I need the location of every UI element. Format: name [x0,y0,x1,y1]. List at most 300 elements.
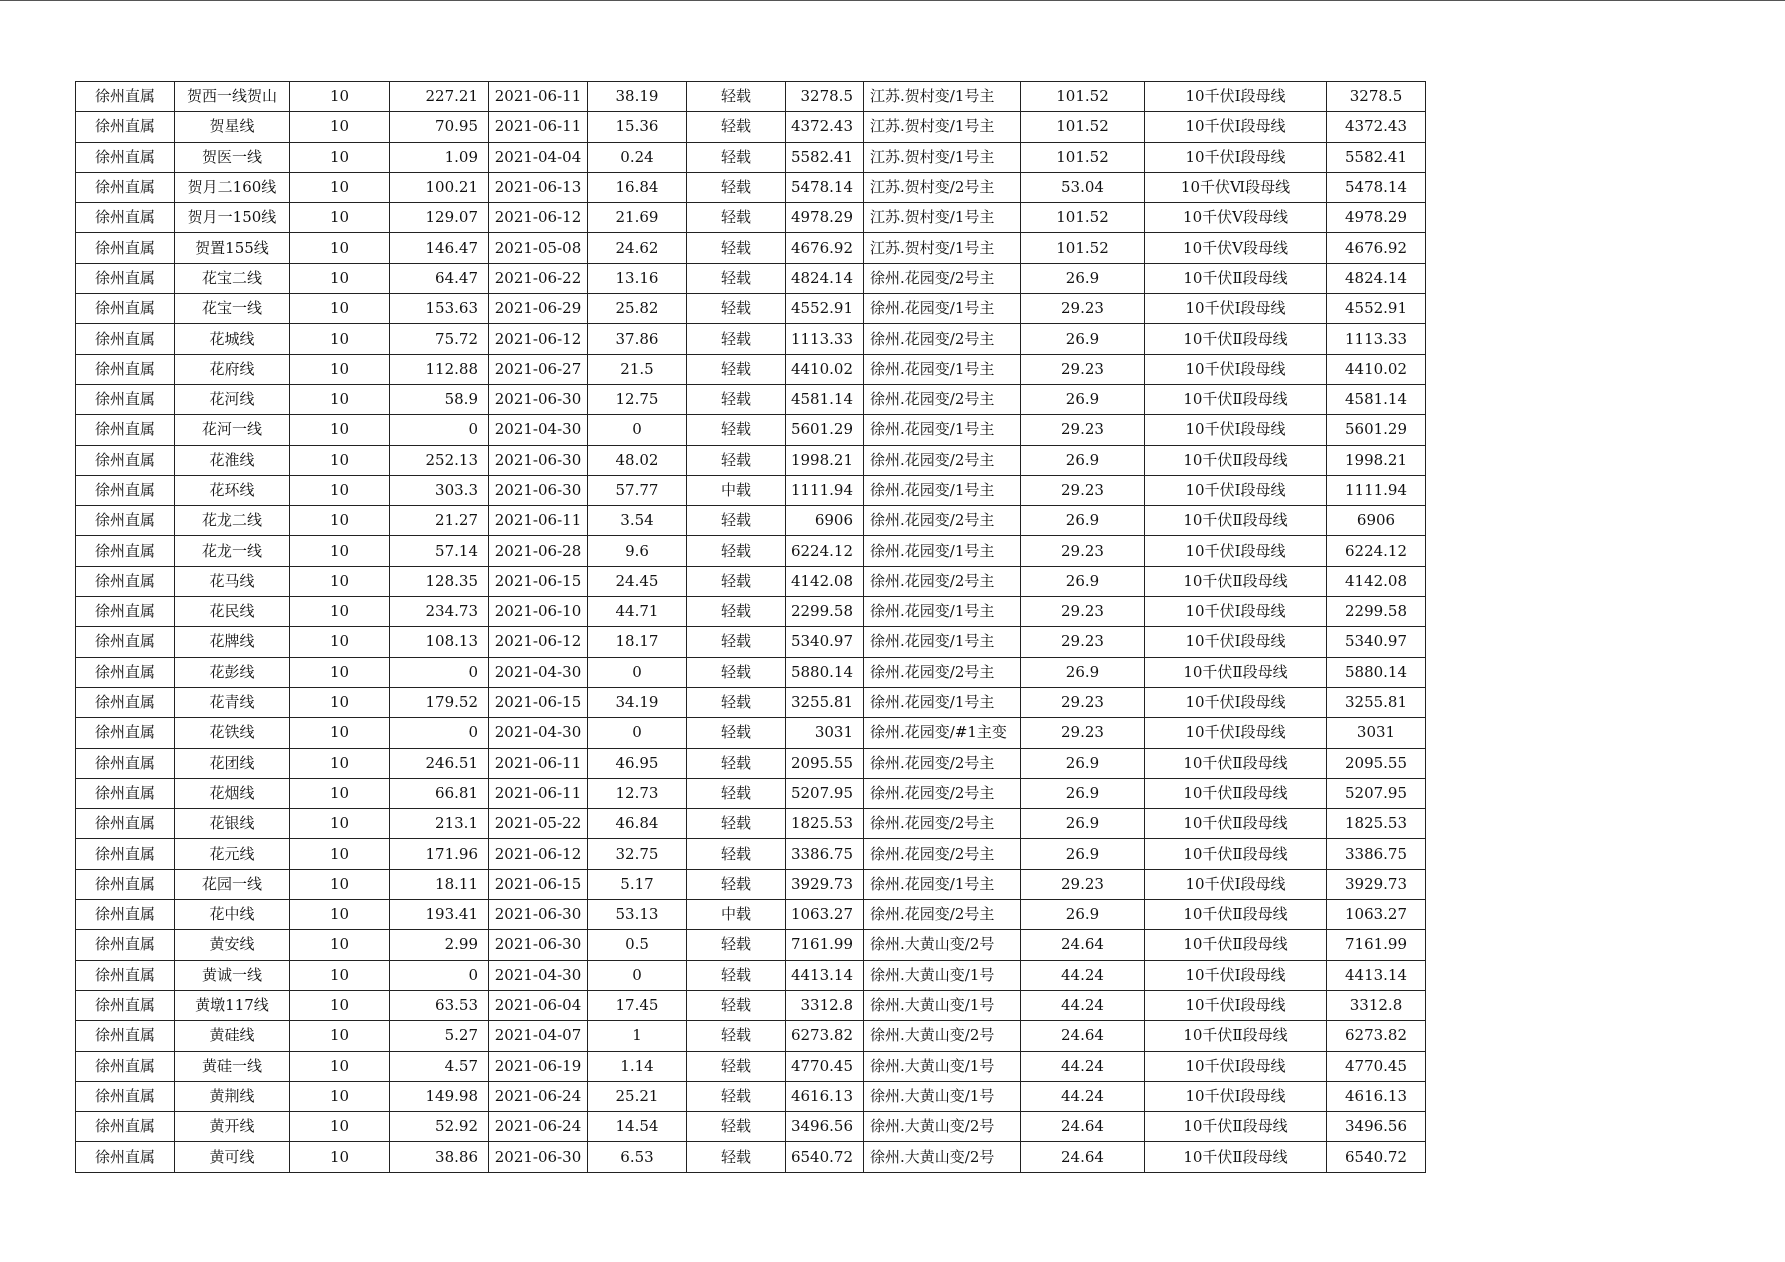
cell-bus: 10千伏Ⅰ段母线 [1145,142,1327,172]
cell-capacity: 4552.91 [786,294,864,324]
cell-line-name: 花宝二线 [175,263,290,293]
table-row [76,869,1426,899]
cell-line-name: 花龙一线 [175,536,290,566]
cell-load-status: 轻载 [687,687,786,717]
cell-voltage: 10 [290,627,390,657]
cell-transformer-value: 53.04 [1021,172,1145,202]
cell-capacity-2: 1063.27 [1327,900,1426,930]
cell-line-name: 花府线 [175,354,290,384]
cell-load-status: 轻载 [687,597,786,627]
cell-line-name: 花园一线 [175,869,290,899]
cell-value: 21.27 [390,506,489,536]
cell-voltage: 10 [290,172,390,202]
cell-transformer-value: 44.24 [1021,990,1145,1020]
cell-transformer-value: 24.64 [1021,1021,1145,1051]
cell-capacity: 3496.56 [786,1112,864,1142]
cell-transformer-value: 29.23 [1021,718,1145,748]
table-row [76,960,1426,990]
cell-unit: 徐州直属 [76,536,175,566]
cell-value: 171.96 [390,839,489,869]
cell-line-name: 花城线 [175,324,290,354]
cell-transformer-value: 26.9 [1021,657,1145,687]
cell-value: 0 [390,657,489,687]
cell-substation: 徐州.花园变/2号主 [864,506,1021,536]
cell-load-status: 轻载 [687,445,786,475]
cell-capacity-2: 6906 [1327,506,1426,536]
cell-capacity-2: 4410.02 [1327,354,1426,384]
cell-unit: 徐州直属 [76,324,175,354]
cell-capacity: 1825.53 [786,809,864,839]
table-row [76,445,1426,475]
cell-load-status: 轻载 [687,839,786,869]
cell-load-status: 轻载 [687,506,786,536]
cell-voltage: 10 [290,778,390,808]
cell-date: 2021-06-11 [489,748,588,778]
cell-capacity: 4413.14 [786,960,864,990]
table-row [76,506,1426,536]
cell-capacity-2: 5340.97 [1327,627,1426,657]
cell-unit: 徐州直属 [76,597,175,627]
cell-load-rate: 25.82 [588,294,687,324]
cell-voltage: 10 [290,1142,390,1172]
cell-bus: 10千伏Ⅰ段母线 [1145,415,1327,445]
cell-unit: 徐州直属 [76,1142,175,1172]
cell-bus: 10千伏Ⅰ段母线 [1145,718,1327,748]
cell-substation: 徐州.花园变/1号主 [864,536,1021,566]
cell-transformer-value: 24.64 [1021,1112,1145,1142]
cell-line-name: 黄诚一线 [175,960,290,990]
cell-load-rate: 12.75 [588,384,687,414]
cell-substation: 徐州.大黄山变/2号 [864,1021,1021,1051]
cell-substation: 徐州.花园变/1号主 [864,597,1021,627]
cell-capacity: 2299.58 [786,597,864,627]
cell-unit: 徐州直属 [76,990,175,1020]
cell-voltage: 10 [290,566,390,596]
cell-voltage: 10 [290,657,390,687]
cell-load-rate: 0 [588,415,687,445]
cell-capacity: 3031 [786,718,864,748]
cell-load-status: 轻载 [687,778,786,808]
cell-load-rate: 46.84 [588,809,687,839]
cell-substation: 徐州.花园变/1号主 [864,475,1021,505]
cell-capacity: 5601.29 [786,415,864,445]
cell-load-rate: 21.69 [588,203,687,233]
cell-date: 2021-04-30 [489,657,588,687]
cell-capacity-2: 4978.29 [1327,203,1426,233]
cell-capacity: 2095.55 [786,748,864,778]
cell-unit: 徐州直属 [76,142,175,172]
cell-value: 0 [390,718,489,748]
cell-load-rate: 13.16 [588,263,687,293]
cell-value: 303.3 [390,475,489,505]
cell-capacity-2: 4581.14 [1327,384,1426,414]
cell-capacity: 3278.5 [786,82,864,112]
cell-unit: 徐州直属 [76,839,175,869]
table-row [76,839,1426,869]
cell-date: 2021-04-04 [489,142,588,172]
cell-date: 2021-06-12 [489,324,588,354]
cell-substation: 江苏.贺村变/1号主 [864,233,1021,263]
cell-date: 2021-06-15 [489,869,588,899]
cell-load-status: 轻载 [687,142,786,172]
cell-load-rate: 57.77 [588,475,687,505]
cell-bus: 10千伏Ⅰ段母线 [1145,597,1327,627]
cell-value: 100.21 [390,172,489,202]
cell-bus: 10千伏Ⅱ段母线 [1145,445,1327,475]
cell-date: 2021-06-22 [489,263,588,293]
cell-voltage: 10 [290,445,390,475]
cell-bus: 10千伏Ⅰ段母线 [1145,82,1327,112]
cell-transformer-value: 101.52 [1021,142,1145,172]
cell-transformer-value: 26.9 [1021,900,1145,930]
cell-load-rate: 48.02 [588,445,687,475]
cell-bus: 10千伏Ⅱ段母线 [1145,839,1327,869]
cell-unit: 徐州直属 [76,445,175,475]
cell-load-rate: 25.21 [588,1081,687,1111]
cell-substation: 徐州.大黄山变/2号 [864,930,1021,960]
cell-substation: 徐州.花园变/2号主 [864,324,1021,354]
cell-voltage: 10 [290,536,390,566]
cell-substation: 江苏.贺村变/1号主 [864,112,1021,142]
cell-capacity: 4410.02 [786,354,864,384]
cell-bus: 10千伏Ⅰ段母线 [1145,687,1327,717]
cell-unit: 徐州直属 [76,263,175,293]
cell-voltage: 10 [290,687,390,717]
cell-capacity-2: 4413.14 [1327,960,1426,990]
table-row [76,354,1426,384]
cell-load-rate: 5.17 [588,869,687,899]
cell-transformer-value: 29.23 [1021,294,1145,324]
table-row [76,718,1426,748]
cell-voltage: 10 [290,1021,390,1051]
cell-capacity-2: 4372.43 [1327,112,1426,142]
cell-voltage: 10 [290,142,390,172]
cell-value: 246.51 [390,748,489,778]
cell-load-rate: 0 [588,657,687,687]
cell-transformer-value: 44.24 [1021,960,1145,990]
cell-unit: 徐州直属 [76,657,175,687]
cell-line-name: 花青线 [175,687,290,717]
cell-capacity: 5880.14 [786,657,864,687]
table-row [76,294,1426,324]
cell-line-name: 花中线 [175,900,290,930]
cell-capacity-2: 6224.12 [1327,536,1426,566]
cell-transformer-value: 101.52 [1021,203,1145,233]
cell-voltage: 10 [290,415,390,445]
cell-date: 2021-06-24 [489,1081,588,1111]
cell-line-name: 贺置155线 [175,233,290,263]
cell-voltage: 10 [290,597,390,627]
cell-capacity: 3386.75 [786,839,864,869]
cell-capacity-2: 5601.29 [1327,415,1426,445]
cell-transformer-value: 29.23 [1021,475,1145,505]
cell-date: 2021-04-30 [489,415,588,445]
cell-unit: 徐州直属 [76,172,175,202]
cell-capacity-2: 2095.55 [1327,748,1426,778]
cell-substation: 徐州.花园变/1号主 [864,354,1021,384]
table-row [76,1081,1426,1111]
cell-voltage: 10 [290,1051,390,1081]
cell-capacity: 3255.81 [786,687,864,717]
cell-unit: 徐州直属 [76,1021,175,1051]
cell-bus: 10千伏Ⅰ段母线 [1145,627,1327,657]
cell-load-status: 轻载 [687,294,786,324]
cell-line-name: 贺月二160线 [175,172,290,202]
cell-capacity-2: 1113.33 [1327,324,1426,354]
cell-bus: 10千伏Ⅱ段母线 [1145,384,1327,414]
cell-load-rate: 38.19 [588,82,687,112]
cell-bus: 10千伏Ⅱ段母线 [1145,748,1327,778]
cell-voltage: 10 [290,748,390,778]
table-row [76,233,1426,263]
cell-unit: 徐州直属 [76,112,175,142]
cell-bus: 10千伏Ⅱ段母线 [1145,657,1327,687]
cell-unit: 徐州直属 [76,1051,175,1081]
cell-substation: 徐州.大黄山变/1号 [864,1051,1021,1081]
cell-line-name: 花马线 [175,566,290,596]
cell-unit: 徐州直属 [76,778,175,808]
cell-capacity: 1998.21 [786,445,864,475]
cell-bus: 10千伏Ⅰ段母线 [1145,294,1327,324]
cell-load-status: 轻载 [687,1051,786,1081]
cell-capacity: 5207.95 [786,778,864,808]
cell-capacity: 1113.33 [786,324,864,354]
cell-transformer-value: 29.23 [1021,597,1145,627]
cell-unit: 徐州直属 [76,1112,175,1142]
cell-substation: 徐州.花园变/1号主 [864,687,1021,717]
cell-bus: 10千伏Ⅴ段母线 [1145,233,1327,263]
table-row [76,900,1426,930]
cell-value: 112.88 [390,354,489,384]
cell-load-status: 轻载 [687,384,786,414]
table-row [76,536,1426,566]
cell-transformer-value: 26.9 [1021,445,1145,475]
cell-unit: 徐州直属 [76,82,175,112]
cell-capacity-2: 4770.45 [1327,1051,1426,1081]
cell-value: 52.92 [390,1112,489,1142]
cell-line-name: 花龙二线 [175,506,290,536]
cell-date: 2021-06-13 [489,172,588,202]
cell-capacity-2: 4552.91 [1327,294,1426,324]
cell-transformer-value: 26.9 [1021,506,1145,536]
cell-date: 2021-06-15 [489,687,588,717]
cell-substation: 徐州.花园变/#1主变 [864,718,1021,748]
cell-bus: 10千伏Ⅰ段母线 [1145,1081,1327,1111]
cell-bus: 10千伏Ⅰ段母线 [1145,990,1327,1020]
cell-load-status: 轻载 [687,627,786,657]
cell-voltage: 10 [290,839,390,869]
cell-value: 70.95 [390,112,489,142]
cell-date: 2021-06-12 [489,203,588,233]
cell-capacity-2: 5207.95 [1327,778,1426,808]
cell-load-status: 轻载 [687,263,786,293]
cell-voltage: 10 [290,233,390,263]
cell-capacity: 4770.45 [786,1051,864,1081]
cell-line-name: 贺星线 [175,112,290,142]
cell-capacity-2: 5582.41 [1327,142,1426,172]
cell-date: 2021-06-19 [489,1051,588,1081]
cell-transformer-value: 24.64 [1021,1142,1145,1172]
cell-value: 0 [390,415,489,445]
cell-voltage: 10 [290,930,390,960]
cell-line-name: 贺月一150线 [175,203,290,233]
cell-load-status: 轻载 [687,566,786,596]
cell-substation: 徐州.大黄山变/2号 [864,1142,1021,1172]
cell-load-rate: 6.53 [588,1142,687,1172]
cell-line-name: 黄开线 [175,1112,290,1142]
cell-value: 108.13 [390,627,489,657]
cell-load-rate: 0 [588,960,687,990]
cell-load-rate: 32.75 [588,839,687,869]
cell-transformer-value: 26.9 [1021,748,1145,778]
feeder-load-table [75,81,1426,1173]
cell-capacity: 5582.41 [786,142,864,172]
cell-bus: 10千伏Ⅱ段母线 [1145,778,1327,808]
cell-bus: 10千伏Ⅱ段母线 [1145,506,1327,536]
cell-load-status: 轻载 [687,1142,786,1172]
cell-capacity-2: 3255.81 [1327,687,1426,717]
cell-line-name: 黄硅一线 [175,1051,290,1081]
cell-line-name: 花彭线 [175,657,290,687]
cell-line-name: 黄墩117线 [175,990,290,1020]
cell-line-name: 花河线 [175,384,290,414]
cell-value: 63.53 [390,990,489,1020]
cell-voltage: 10 [290,203,390,233]
cell-load-rate: 1 [588,1021,687,1051]
cell-bus: 10千伏Ⅰ段母线 [1145,536,1327,566]
cell-capacity-2: 1998.21 [1327,445,1426,475]
cell-load-status: 轻载 [687,324,786,354]
cell-line-name: 黄可线 [175,1142,290,1172]
cell-voltage: 10 [290,900,390,930]
cell-value: 58.9 [390,384,489,414]
cell-transformer-value: 29.23 [1021,536,1145,566]
cell-bus: 10千伏Ⅵ段母线 [1145,172,1327,202]
cell-voltage: 10 [290,990,390,1020]
cell-substation: 徐州.花园变/2号主 [864,748,1021,778]
cell-date: 2021-06-04 [489,990,588,1020]
cell-load-status: 轻载 [687,112,786,142]
table-row [76,1112,1426,1142]
cell-bus: 10千伏Ⅰ段母线 [1145,960,1327,990]
cell-line-name: 花环线 [175,475,290,505]
cell-date: 2021-06-30 [489,930,588,960]
cell-load-rate: 24.45 [588,566,687,596]
cell-substation: 江苏.贺村变/1号主 [864,203,1021,233]
cell-unit: 徐州直属 [76,718,175,748]
table-row [76,930,1426,960]
cell-value: 179.52 [390,687,489,717]
cell-voltage: 10 [290,960,390,990]
cell-value: 18.11 [390,869,489,899]
cell-capacity: 4978.29 [786,203,864,233]
cell-load-rate: 44.71 [588,597,687,627]
cell-substation: 徐州.大黄山变/2号 [864,1112,1021,1142]
cell-load-status: 轻载 [687,82,786,112]
cell-bus: 10千伏Ⅱ段母线 [1145,324,1327,354]
table-row [76,566,1426,596]
cell-load-rate: 24.62 [588,233,687,263]
cell-bus: 10千伏Ⅰ段母线 [1145,475,1327,505]
cell-load-status: 中载 [687,475,786,505]
cell-date: 2021-05-08 [489,233,588,263]
cell-date: 2021-06-12 [489,839,588,869]
cell-unit: 徐州直属 [76,506,175,536]
cell-bus: 10千伏Ⅱ段母线 [1145,263,1327,293]
cell-voltage: 10 [290,324,390,354]
cell-unit: 徐州直属 [76,627,175,657]
cell-capacity-2: 2299.58 [1327,597,1426,627]
cell-capacity-2: 3386.75 [1327,839,1426,869]
cell-value: 234.73 [390,597,489,627]
cell-capacity-2: 1111.94 [1327,475,1426,505]
cell-value: 57.14 [390,536,489,566]
cell-substation: 徐州.花园变/1号主 [864,294,1021,324]
cell-voltage: 10 [290,354,390,384]
cell-unit: 徐州直属 [76,384,175,414]
cell-load-rate: 9.6 [588,536,687,566]
cell-load-rate: 17.45 [588,990,687,1020]
cell-date: 2021-06-30 [489,384,588,414]
table-row [76,475,1426,505]
cell-capacity: 6906 [786,506,864,536]
cell-capacity-2: 7161.99 [1327,930,1426,960]
cell-value: 153.63 [390,294,489,324]
table-row [76,778,1426,808]
cell-unit: 徐州直属 [76,294,175,324]
cell-load-status: 轻载 [687,1112,786,1142]
cell-load-rate: 3.54 [588,506,687,536]
cell-bus: 10千伏Ⅱ段母线 [1145,809,1327,839]
cell-load-rate: 37.86 [588,324,687,354]
cell-bus: 10千伏Ⅱ段母线 [1145,1112,1327,1142]
cell-bus: 10千伏Ⅱ段母线 [1145,1021,1327,1051]
cell-capacity-2: 3031 [1327,718,1426,748]
cell-value: 129.07 [390,203,489,233]
cell-voltage: 10 [290,809,390,839]
table-row [76,112,1426,142]
cell-load-rate: 0.5 [588,930,687,960]
cell-capacity: 1111.94 [786,475,864,505]
table-row [76,627,1426,657]
cell-capacity: 5478.14 [786,172,864,202]
cell-bus: 10千伏Ⅱ段母线 [1145,930,1327,960]
cell-date: 2021-06-29 [489,294,588,324]
cell-value: 2.99 [390,930,489,960]
cell-load-rate: 14.54 [588,1112,687,1142]
cell-voltage: 10 [290,112,390,142]
table-row [76,263,1426,293]
cell-load-rate: 1.14 [588,1051,687,1081]
cell-value: 66.81 [390,778,489,808]
cell-substation: 徐州.花园变/1号主 [864,869,1021,899]
cell-substation: 徐州.花园变/2号主 [864,900,1021,930]
cell-load-rate: 46.95 [588,748,687,778]
cell-value: 64.47 [390,263,489,293]
cell-transformer-value: 26.9 [1021,324,1145,354]
cell-load-status: 轻载 [687,354,786,384]
cell-capacity-2: 3312.8 [1327,990,1426,1020]
table-row [76,1051,1426,1081]
cell-line-name: 花河一线 [175,415,290,445]
cell-capacity: 4824.14 [786,263,864,293]
cell-unit: 徐州直属 [76,809,175,839]
cell-substation: 徐州.花园变/2号主 [864,445,1021,475]
cell-date: 2021-06-30 [489,900,588,930]
table-row [76,203,1426,233]
cell-load-status: 轻载 [687,657,786,687]
cell-capacity-2: 1825.53 [1327,809,1426,839]
